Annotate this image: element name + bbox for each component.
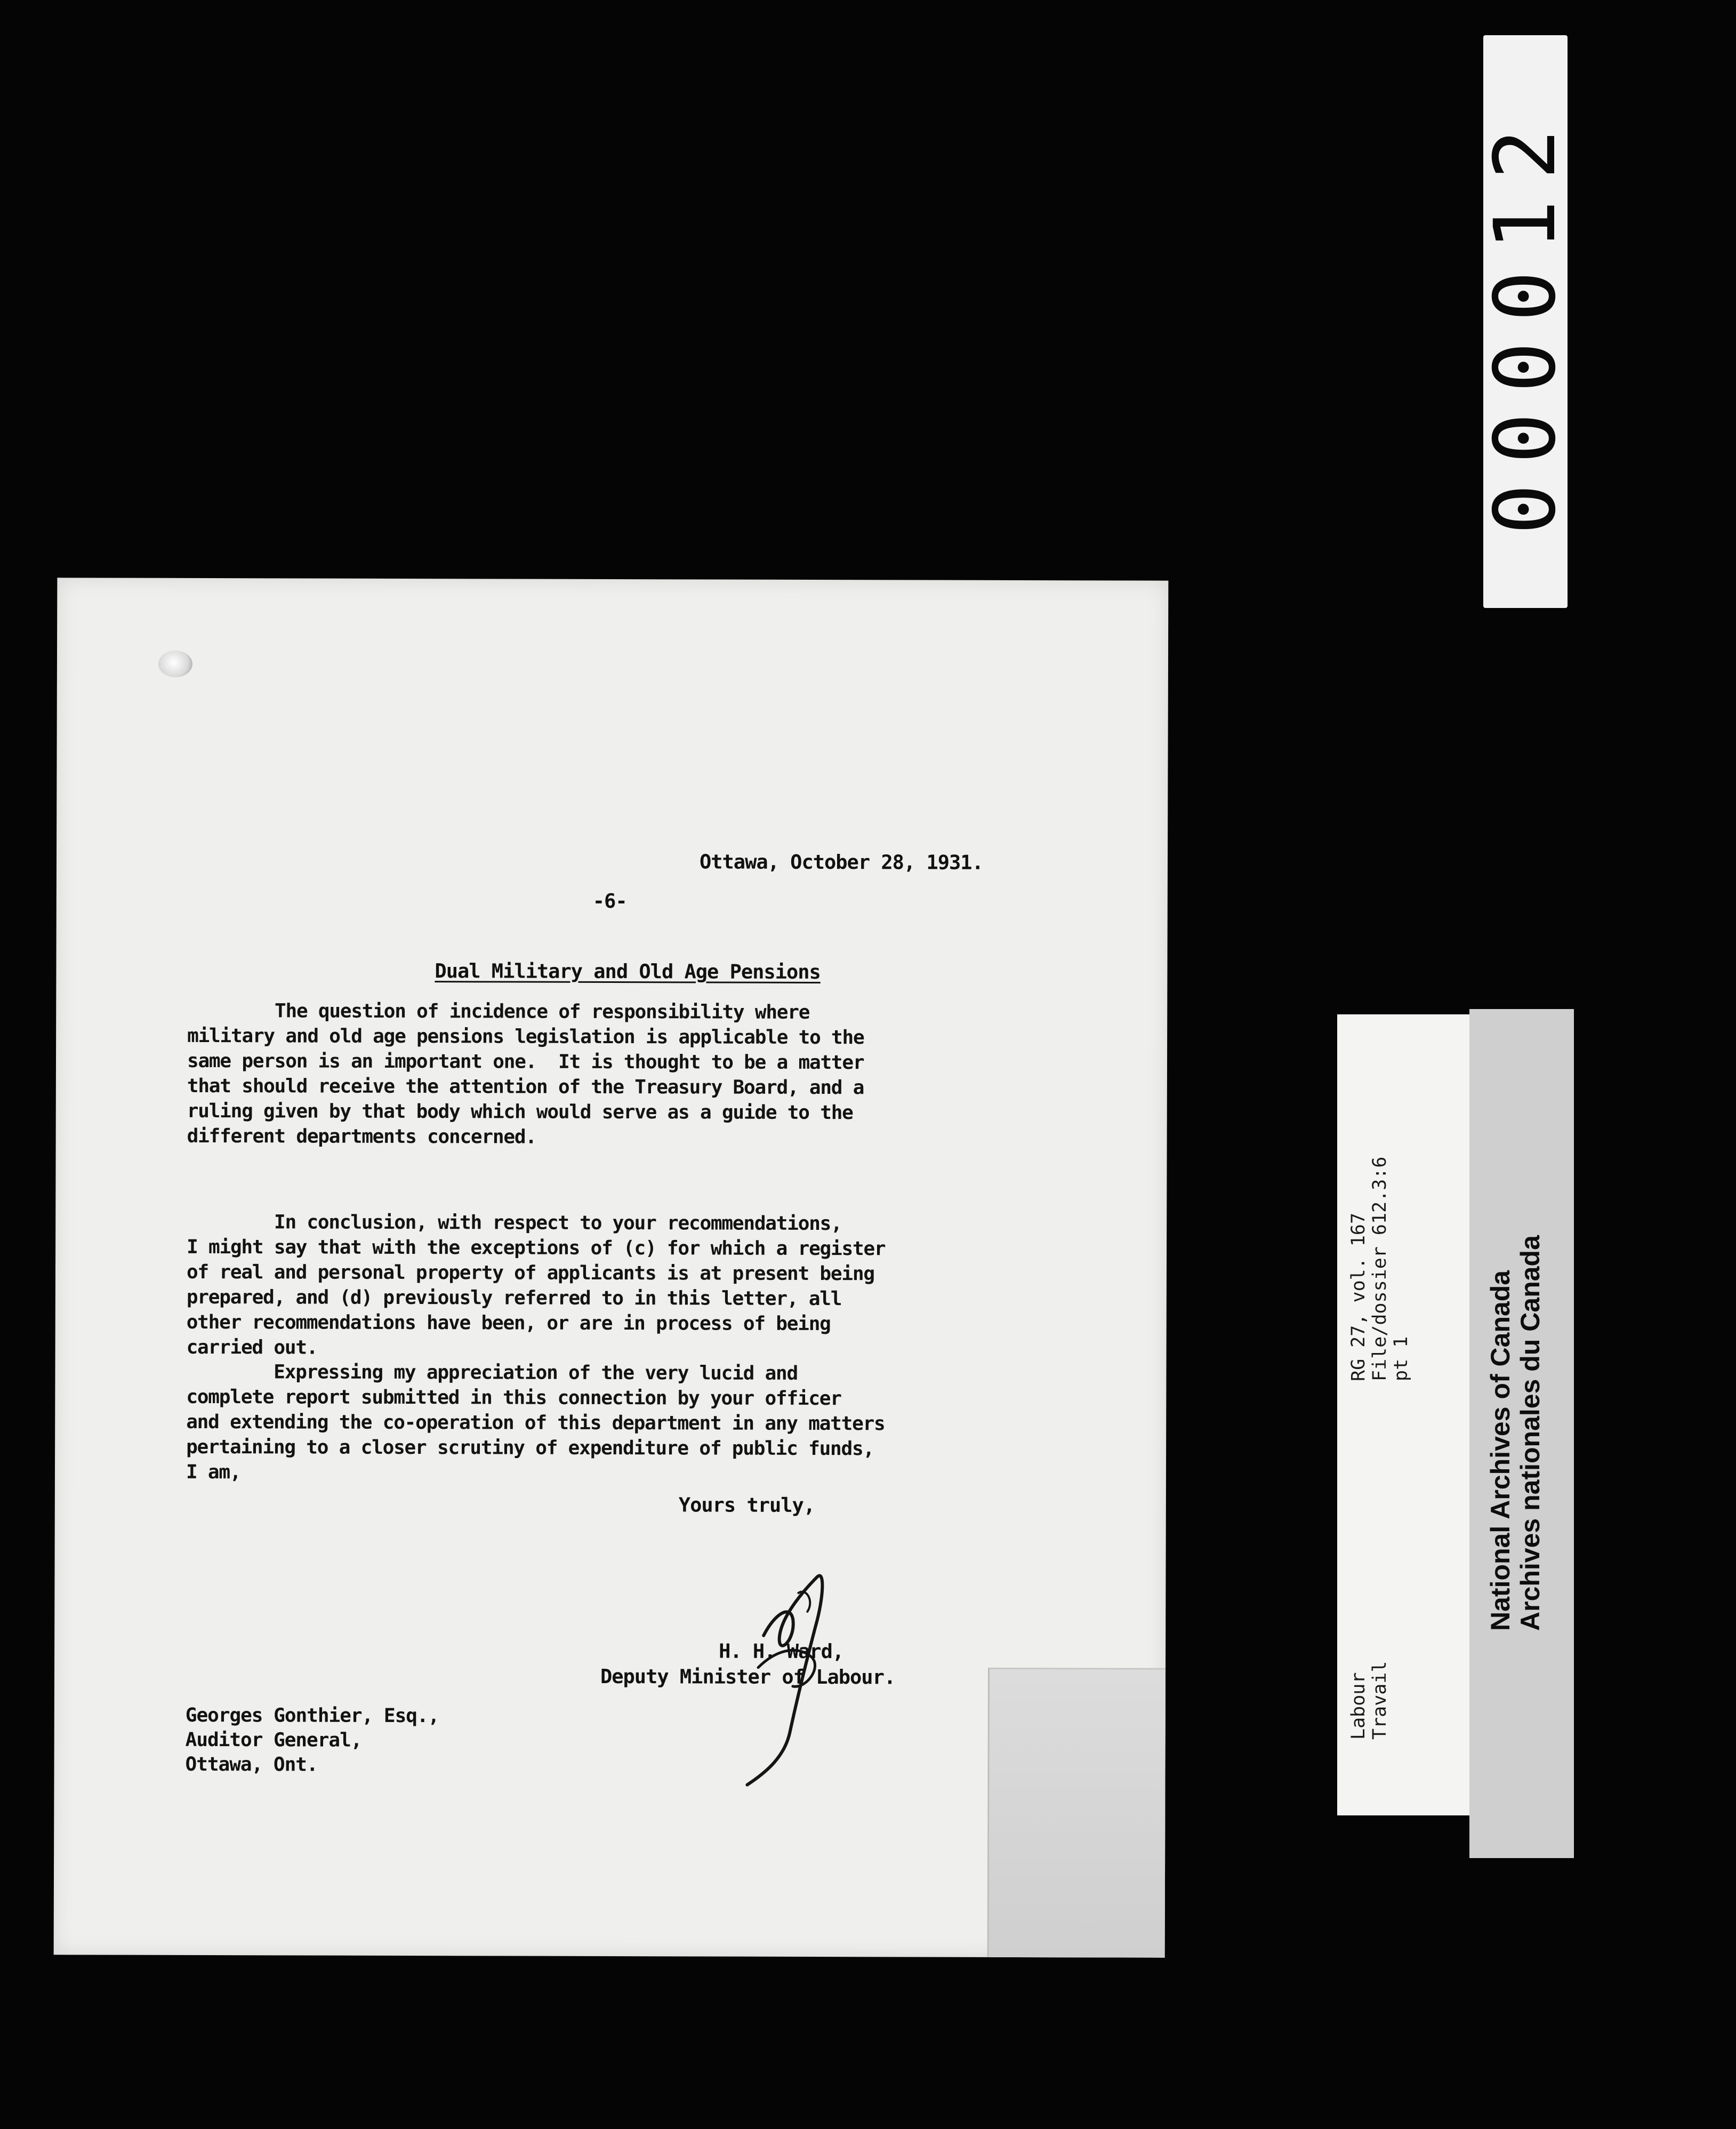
page-fold-shadow [987,1668,1166,1958]
addressee-line: Georges Gonthier, Esq., [185,1704,439,1727]
archive-reference: RG 27, vol. 167 File/dossier 612.3:6 pt 1 [1348,1156,1412,1381]
addressee-line: Ottawa, Ont. [185,1753,318,1776]
section-heading: Dual Military and Old Age Pensions [435,959,821,984]
letter-page [54,578,1169,1957]
department-name: Labour Travail [1348,1661,1391,1740]
signer-title: Deputy Minister of Labour. [600,1664,896,1689]
paragraph-pensions: The question of incidence of responsibility where military and old age pensions legislation is applicable to the same person is an important one. It is thought to be a matter that should receive the attention of the Treasury Board, and a ruling given by that body which would serve as a guide to the different departments concerned. [187,999,864,1148]
paragraph-appreciation: Expressing my appreciation of the very lucid and complete report submitted in this connection by your officer and extending the co-operation of this department in any matters pertaining to a closer scrutiny of expenditure of public funds, I am, [186,1360,885,1484]
institution-name: National Archives of Canada Archives nationales du Canada [1485,1235,1545,1631]
frame-number: 000012 [1476,108,1574,535]
page-number: -6- [592,889,627,913]
frame-number-strip [1476,35,1574,608]
date-line: Ottawa, October 28, 1931. [699,850,983,874]
paragraph-conclusion: In conclusion, with respect to your recommendations, I might say that with the exceptions of (c) for which a register of real and personal property of applicants is at present being prepared, and (d) previously referred to in this letter, all other recommendations have been, or are in process of being carried out. [186,1211,886,1359]
punch-hole [158,651,192,677]
addressee-line: Auditor General, [185,1728,362,1751]
signer-name: H. H. Ward, [719,1639,844,1663]
closing: Yours truly, [678,1493,815,1517]
